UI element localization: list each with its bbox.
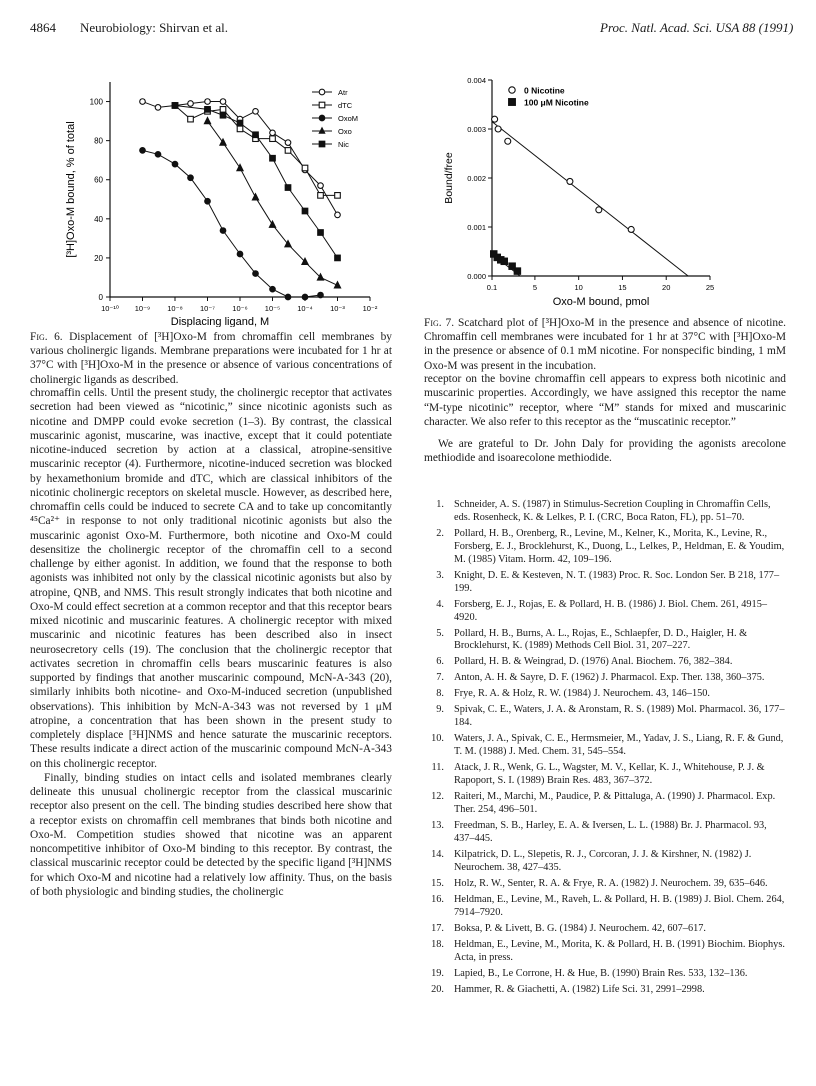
reference-text: Kilpatrick, D. L., Slepetis, R. J., Corcoran, J. J. & Kirshner, N. (1982) J. Neurochem. 38, 427–435. (454, 848, 752, 873)
series-line-oxom (143, 150, 321, 297)
reference-text: Pollard, H. B., Burns, A. L., Rojas, E., Schlaepfer, D. D., Haigler, H. & Brocklehurst, K. (1989) Methods Cell Biol. 31, 207–227. (454, 627, 748, 652)
reference-item (424, 499, 786, 525)
body-paragraph: Finally, binding studies on intact cells and isolated membranes clearly delineate this unusual cholinergic receptor from the classical muscarinic receptor also present on the cell. The binding studies described here show that a receptor exists on chromaffin cell membranes that binds both nicotine and Oxo-M. Competition studies showed that nicotine was an apparent noncompetitive inhibitor of Oxo-M binding to this receptor. By contrast, the classical muscarinic receptor could be detected by the specific ligand [³H]NMS for which Oxo-M and nicotine had a relatively low affinity. Thus, on the basis of both physiologic and binding studies, the cholinergic (30, 771, 392, 898)
data-point-oxom (188, 175, 194, 181)
y-tick-label: 40 (94, 214, 103, 224)
data-point-oxom (140, 148, 146, 154)
page-number: 4864 (30, 20, 56, 35)
data-point-oxom (270, 286, 276, 292)
x-tick-label: 10⁻² (362, 304, 378, 313)
reference-text: Forsberg, E. J., Rojas, E. & Pollard, H. B. (1986) J. Biol. Chem. 261, 4915–4920. (454, 598, 768, 623)
x-tick-label: 0.1 (486, 283, 498, 292)
data-point-nic (253, 132, 259, 138)
y-tick-label: 0 (98, 293, 103, 302)
data-point-atr (335, 212, 341, 218)
data-point-nic (172, 103, 178, 109)
y-tick-label: 0.000 (467, 272, 486, 281)
reference-text: Atack, J. R., Wenk, G. L., Wagster, M. V., Kellar, K. J., Whitehouse, P. J. & Rapoport, S. I. (1989) Brain Res. 483, 367–372. (454, 762, 765, 787)
y-tick-label: 0.004 (467, 76, 486, 85)
reference-item (424, 791, 786, 817)
journal-citation: Proc. Natl. Acad. Sci. USA 88 (1991) (600, 20, 794, 35)
data-point-atr (253, 109, 259, 115)
acknowledgment: We are grateful to Dr. John Daly for providing the agonists arecolone methiodide and isoarecolone methiodide. (424, 438, 786, 465)
reference-number: 20. (431, 983, 444, 995)
data-point-oxo (252, 194, 258, 200)
y-tick-label: 100 (89, 97, 103, 107)
reference-item (424, 820, 786, 846)
reference-text: Heldman, E., Levine, M., Morita, K. & Pollard, H. B. (1991) Biochim. Biophys. Acta, in press. (454, 938, 785, 963)
data-point-dtc (318, 193, 324, 199)
series-line-oxo (208, 121, 338, 285)
data-point-oxom (253, 271, 259, 277)
x-axis-label: Displacing ligand, M (170, 316, 270, 327)
reference-number: 2. (436, 527, 444, 539)
data-point (514, 268, 520, 274)
figure-6-label: Fig. 6. (30, 331, 63, 343)
reference-item (424, 704, 786, 730)
x-tick-label: 10⁻³ (330, 304, 345, 313)
legend-marker (319, 102, 325, 108)
data-point-nic (205, 107, 211, 113)
data-point-dtc (285, 148, 291, 154)
reference-number: 13. (431, 820, 444, 832)
data-point-nic (335, 255, 341, 261)
x-tick-label: 10⁻⁴ (297, 304, 313, 313)
reference-number: 14. (431, 848, 444, 860)
reference-item (424, 528, 786, 567)
figure-7 (420, 66, 720, 316)
legend-marker (509, 87, 515, 93)
y-tick-label: 0.003 (467, 125, 486, 134)
figure-7-chart (420, 66, 720, 311)
data-point (501, 258, 507, 264)
body-paragraph: chromaffin cells. Until the present study, the cholinergic receptor that activates secretion had been viewed as “nicotinic,” since nicotinic agonists such as nicotine and DMPP could evoke secretion (1–3). By contrast, the classical muscarinic agonist, muscarine, was inactive, except that it could potentiate nicotine-induced secretion by action at a classical, atropine-sensitive muscarinic receptor (4). Furthermore, nicotine-induced secretion was blocked by hexamethonium bromide and dTC, which are classical inhibitors of the nicotinic cholinergic receptors on skeletal muscle. However, as described here, chromaffin cells could be induced to secrete CA and to take up concomitantly ⁴⁵Ca²⁺ in response to not only traditional nicotinic agonists but also the muscarinic agonist Oxo-M. Furthermore, both nicotine and Oxo-M could desensitize the cholinergic receptor of the chromaffin cell to a second challenge by either agonist. In addition, we found that the response to both agonists was inhibited not only by the classical nicotinic agonists but also by atropine, QNB, and NMS. This result strongly indicates that both nicotine and Oxo-M could effect secretion at a common receptor and that this receptor bears mixed nicotinic and muscarinic features. A cholinergic receptor with mixed muscarinic and nicotinic features has been described also in insect neurosecretory cells (19). The conclusion that the cholinergic receptor that activates secretion in chromaffin cells bears muscarinic features is also supported by findings that another muscarinic compound, McN-A-343 (20), similarly inhibits both nicotine- and Oxo-M-induced secretion (unpublished observations). This inhibition by McN-A-343 was not reversed by 1 μM atropine, a concentration that has been shown in the present study to completely displace [³H]NMS and hence saturate the muscarinic receptors. These results indicate a direct action of the muscarinic compound McN-A-343 on this cholinergic receptor. (30, 387, 392, 770)
reference-item (424, 599, 786, 625)
running-title: Neurobiology: Shirvan et al. (80, 20, 229, 35)
reference-text: Raiteri, M., Marchi, M., Paudice, P. & Pittaluga, A. (1990) J. Pharmacol. Exp. Ther. 254, 496–501. (454, 791, 776, 816)
y-axis-label: [³H]Oxo-M bound, % of total (65, 121, 77, 258)
x-tick-label: 20 (662, 283, 671, 292)
data-point (505, 138, 511, 144)
reference-item (424, 923, 786, 936)
y-tick-label: 80 (94, 136, 103, 146)
data-point-oxom (237, 251, 243, 257)
x-tick-label: 10⁻⁸ (167, 304, 183, 313)
data-point-atr (220, 99, 226, 105)
body-left-column (30, 386, 392, 899)
legend-marker (319, 115, 325, 121)
reference-item (424, 939, 786, 965)
reference-item (424, 733, 786, 759)
reference-text: Pollard, H. B., Orenberg, R., Levine, M., Kelner, K., Morita, K., Levine, R., Forsberg, E. J., Brocklehurst, K., Duong, L., Lelkes, P., Heldman, E. & Youdim, M. (1985) Vitam. Horm. 42, 109–196. (454, 527, 785, 565)
data-point (495, 126, 501, 132)
data-point-dtc (335, 193, 341, 199)
reference-item (424, 762, 786, 788)
legend-label: Nic (338, 140, 349, 149)
y-tick-label: 20 (94, 253, 103, 263)
data-point-dtc (302, 165, 308, 171)
reference-item (424, 968, 786, 981)
legend-label: 0 Nicotine (524, 85, 565, 96)
reference-item (424, 894, 786, 920)
data-point-nic (237, 120, 243, 126)
figure-7-caption-text: Scatchard plot of [³H]Oxo-M in the presence and absence of nicotine. Chromaffin cell membranes were incubated for 1 hr at 37°C with [³H]Oxo-M in the presence or absence of 0.1 mM nicotine. For nonspecific binding, 1 mM Oxo-M was present in the incubation. (424, 317, 786, 372)
figure-6 (30, 62, 400, 332)
reference-number: 1. (436, 499, 444, 510)
data-point-dtc (188, 116, 194, 122)
reference-item (424, 672, 786, 685)
data-point-oxom (318, 292, 324, 298)
reference-text: Lapied, B., Le Corrone, H. & Hue, B. (1990) Brain Res. 533, 132–136. (454, 967, 748, 979)
data-point-oxom (302, 294, 308, 300)
reference-number: 3. (436, 569, 444, 581)
data-point-atr (285, 140, 291, 146)
data-point-oxo (204, 117, 210, 123)
body-paragraph: receptor on the bovine chromaffin cell appears to express both nicotinic and muscarinic properties. Accordingly, we have assigned this receptor the name “M-type nicotinic” receptor, where “M” stands for mixed and muscarinic character. We also refer to this receptor as the “muscatinic receptor.” (424, 373, 786, 428)
data-point-nic (318, 230, 324, 236)
data-point (628, 226, 634, 232)
reference-text: Schneider, A. S. (1987) in Stimulus-Secretion Coupling in Chromaffin Cells, eds. Rosenheck, K. & Lelkes, P. I. (CRC, Boca Raton, FL), pp. 51–70. (454, 499, 771, 523)
data-point-dtc (270, 136, 276, 142)
reference-item (424, 849, 786, 875)
figure-6-caption-text: Displacement of [³H]Oxo-M from chromaffin cell membranes by various cholinergic ligands. Membrane preparations were incubated for 1 hr at 37°C with [³H]Oxo-M in the presence or absence of various concentrations of cholinergic ligands as described. (30, 331, 392, 386)
reference-number: 16. (431, 893, 444, 905)
x-tick-label: 10⁻⁹ (134, 304, 151, 313)
data-point-oxom (172, 161, 178, 167)
y-tick-label: 60 (94, 175, 103, 185)
reference-text: Holz, R. W., Senter, R. A. & Frye, R. A. (1982) J. Neurochem. 39, 635–646. (454, 877, 768, 889)
data-point-oxom (220, 228, 226, 234)
legend-marker (509, 99, 516, 106)
reference-number: 18. (431, 938, 444, 950)
reference-item (424, 688, 786, 701)
data-point-oxom (205, 198, 211, 204)
reference-number: 9. (436, 704, 444, 716)
reference-text: Frye, R. A. & Holz, R. W. (1984) J. Neurochem. 43, 146–150. (454, 688, 710, 700)
reference-number: 19. (431, 967, 444, 979)
y-axis-label: Bound/free (443, 152, 455, 204)
reference-item (424, 656, 786, 669)
data-point-atr (205, 99, 211, 105)
reference-item (424, 984, 786, 997)
data-point-dtc (237, 126, 243, 132)
data-point-nic (270, 155, 276, 161)
figure-7-caption (424, 316, 786, 373)
data-point (596, 207, 602, 213)
legend-label: Oxo (338, 127, 352, 136)
data-point-atr (140, 99, 146, 105)
reference-text: Waters, J. A., Spivak, C. E., Hermsmeier, M., Yadav, J. S., Liang, R. F. & Gund, T. M. (1988) J. Med. Chem. 31, 545–554. (454, 733, 784, 758)
x-tick-label: 25 (705, 283, 715, 292)
body-right-column (424, 372, 786, 429)
references-list (424, 499, 786, 1000)
legend-label: dTC (338, 101, 353, 110)
series-line-dtc (175, 105, 338, 195)
reference-number: 8. (436, 688, 444, 700)
reference-item (424, 878, 786, 891)
data-point-atr (188, 101, 194, 107)
x-tick-label: 10⁻⁵ (264, 304, 281, 313)
x-tick-label: 10 (574, 283, 583, 292)
reference-text: Knight, D. E. & Kesteven, N. T. (1983) Proc. R. Soc. London Ser. B 218, 177–199. (454, 569, 780, 594)
legend-marker (319, 141, 325, 147)
y-tick-label: 0.001 (467, 223, 486, 232)
x-axis-label: Oxo-M bound, pmol (552, 296, 650, 308)
data-point (492, 116, 498, 122)
figure-6-caption (30, 330, 392, 387)
y-tick-label: 0.002 (467, 174, 486, 183)
figure-7-label: Fig. 7. (424, 317, 455, 329)
x-tick-label: 10⁻⁷ (199, 304, 216, 313)
reference-number: 15. (431, 877, 444, 889)
data-point-nic (220, 112, 226, 118)
reference-number: 17. (431, 922, 444, 934)
reference-text: Pollard, H. B. & Weingrad, D. (1976) Anal. Biochem. 76, 382–384. (454, 656, 733, 668)
data-point-nic (285, 185, 291, 191)
reference-text: Boksa, P. & Livett, B. G. (1984) J. Neurochem. 42, 607–617. (454, 922, 706, 934)
legend-label: Atr (338, 88, 348, 97)
x-tick-label: 5 (532, 283, 537, 292)
reference-number: 6. (436, 656, 444, 668)
data-point-dtc (220, 107, 226, 113)
reference-number: 7. (436, 672, 444, 684)
x-tick-label: 10⁻⁶ (232, 304, 248, 313)
legend-label: OxoM (338, 114, 359, 123)
reference-number: 5. (436, 627, 444, 639)
x-tick-label: 15 (618, 283, 627, 292)
reference-item (424, 628, 786, 654)
fit-line (492, 122, 688, 276)
reference-number: 11. (431, 762, 444, 774)
reference-text: Hammer, R. & Giachetti, A. (1982) Life Sci. 31, 2991–2998. (454, 983, 705, 995)
reference-text: Freedman, S. B., Harley, E. A. & Iversen, L. L. (1988) Br. J. Pharmacol. 93, 437–445. (454, 820, 767, 844)
data-point-oxom (285, 294, 291, 300)
x-tick-label: 10⁻¹⁰ (101, 304, 119, 313)
reference-text: Spivak, C. E., Waters, J. A. & Aronstam, R. S. (1989) Mol. Pharmacol. 36, 177–184. (454, 704, 785, 729)
reference-text: Heldman, E., Levine, M., Raveh, L. & Pollard, H. B. (1989) J. Biol. Chem. 264, 7914–7920. (454, 893, 785, 918)
reference-item (424, 570, 786, 596)
data-point-nic (302, 208, 308, 214)
reference-number: 4. (436, 598, 444, 610)
data-point (567, 178, 573, 184)
reference-number: 12. (431, 791, 444, 803)
data-point-atr (270, 130, 276, 136)
figure-6-chart (30, 62, 400, 327)
data-point-atr (155, 105, 161, 111)
reference-text: Anton, A. H. & Sayre, D. F. (1962) J. Pharmacol. Exp. Ther. 138, 360–375. (454, 672, 765, 684)
data-point-oxom (155, 152, 161, 158)
data-point-atr (318, 183, 324, 189)
legend-label: 100 μM Nicotine (524, 97, 589, 108)
reference-number: 10. (431, 733, 444, 745)
legend-marker (319, 89, 325, 95)
